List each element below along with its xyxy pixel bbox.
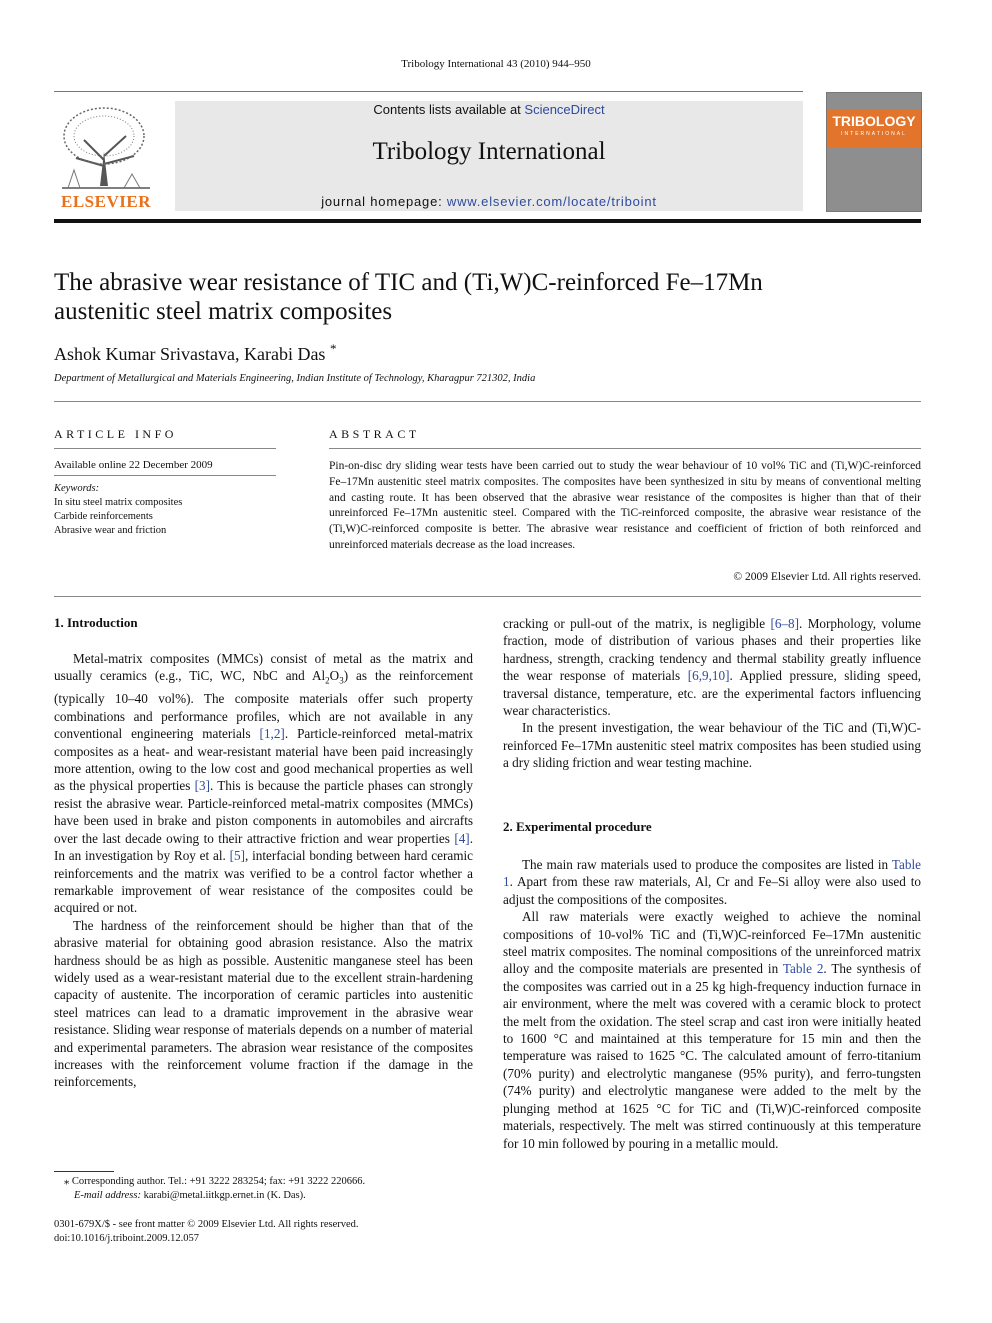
intro-paragraph: The hardness of the reinforcement should be higher than that of the abrasive material for obtaining good abrasion resistance. Also the matrix hardness should be as high as possible. Austenitic manganese steel has been widely used as a wear-resistant material due to the excellent strain-hardening capacity of austenite. The incorporation of ceramic particles into austenitic steel matrices can lead to a dramatic improvement in the abrasive wear resistance. Sliding wear response of materials depends on a number of material and experimental parameters. The abrasion wear resistance of the composites increases with the reinforcement volume fraction if the damage in the reinforcements,	[54, 917, 473, 1090]
cover-subtitle: INTERNATIONAL	[841, 131, 907, 137]
abstract-heading: ABSTRACT	[329, 427, 420, 441]
citation-link[interactable]: [1,2]	[259, 726, 285, 742]
issn-block	[54, 1218, 359, 1246]
sciencedirect-link[interactable]: ScienceDirect	[524, 102, 605, 117]
issn-line: 0301-679X/$ - see front matter © 2009 Elsevier Ltd. All rights reserved.	[54, 1219, 359, 1230]
email-note: E-mail address: karabi@metal.iitkgp.ernet.in (K. Das).	[74, 1190, 306, 1201]
available-online: Available online 22 December 2009	[54, 459, 213, 471]
email-address[interactable]: karabi@metal.iitkgp.ernet.in (K. Das).	[140, 1190, 306, 1201]
corresponding-mark[interactable]: *	[329, 341, 337, 356]
elsevier-wordmark: ELSEVIER	[61, 192, 151, 211]
article-info-heading: ARTICLE INFO	[54, 427, 177, 441]
keyword-item: Carbide reinforcements	[54, 511, 153, 522]
keywords-label: Keywords:	[54, 483, 100, 494]
keyword-list	[54, 496, 182, 538]
table-link[interactable]: Table 1	[503, 857, 921, 890]
title-line-2: austenitic steel matrix composites	[54, 298, 393, 325]
journal-title: Tribology International	[372, 138, 606, 165]
journal-cover	[826, 92, 922, 212]
corresponding-author-note: ⁎ Corresponding author. Tel.: +91 3222 283254; fax: +91 3222 220666.	[64, 1176, 366, 1187]
keyword-item: Abrasive wear and friction	[54, 525, 167, 536]
intro-paragraph: In the present investigation, the wear behaviour of the TiC and (Ti,W)C-reinforced Fe–17Mn austenitic steel matrix composites has been studied using a dry sliding friction and wear testing machine.	[503, 720, 921, 771]
footnote	[54, 1175, 473, 1203]
abstract-heading-rule	[329, 448, 921, 449]
homepage-prefix: journal homepage:	[321, 194, 447, 209]
abstract-rule	[54, 596, 921, 597]
citation-link[interactable]: [4]	[454, 830, 470, 846]
header-rule	[54, 91, 803, 92]
info-heading-rule	[54, 448, 276, 449]
citation-link[interactable]: [6,9,10]	[687, 668, 730, 684]
article-title	[54, 268, 894, 326]
keyword-item: In situ steel matrix composites	[54, 497, 183, 508]
affiliation: Department of Metallurgical and Materials Engineering, Indian Institute of Technology, Kharagpur 721302, India	[54, 373, 536, 384]
contents-prefix: Contents lists available at	[373, 102, 525, 117]
author-names: Ashok Kumar Srivastava, Karabi Das	[54, 344, 326, 364]
cover-title: TRIBOLOGY	[832, 113, 916, 129]
experimental-paragraph: The main raw materials used to produce the composites are listed in Table 1. Apart from these raw materials, Al, Cr and Fe–Si alloy were also used to adjust the compositions of the composites.	[503, 857, 921, 907]
info-rule	[54, 401, 921, 402]
homepage-link[interactable]: www.elsevier.com/locate/triboint	[446, 194, 657, 209]
right-column-top	[503, 615, 921, 772]
available-rule	[54, 475, 276, 476]
right-column-bottom	[503, 856, 921, 1152]
authors	[54, 341, 336, 365]
experimental-heading: 2. Experimental procedure	[503, 819, 652, 834]
intro-paragraph: Metal-matrix composites (MMCs) consist of metal as the matrix and usually ceramics (e.g., TiC, WC, NbC and $Al_2O_3$) as the reinforcement (typically 10–40 vol%). The composite materials offer such property combinations and performance profiles, which are not available in any conventional engineering materials [1,2]. Particle-reinforced metal-matrix composites as a heat- and wear-resistant material have been paid increasingly more attention, owing to the low cost and good mechanical properties as well as the physical properties [3]. This is because the particle phases can strongly resist the abrasive wear. Particle-reinforced metal-matrix composites (MMCs) have been used in brake and piston components in automobiles and aircrafts over the last decade owing to their attractive friction and wear properties [4]. In an investigation by Roy et al. [5], interfacial bonding between hard ceramic reinforcements and the matrix was verified to be a control factor whether a remarkable improvement of wear resistance of the composites could be acquired or not.	[54, 651, 474, 916]
experimental-paragraph: All raw materials were exactly weighed to achieve the nominal compositions of 10-vol% TiC and (Ti,W)C-reinforced Fe–17Mn austenitic steel matrix composites. The nominal compositions of the unreinforced matrix alloy and the composite materials are presented in Table 2. The synthesis of the composites was carried out in a 25 kg high-frequency induction furnace in air environment, where the melt was covered with a ceramic block to protect the melt from the oxidation. The steel scrap and cast iron were initially heated to 1600 °C and maintained at this temperature for 15 min and then the temperature was raised to 1625 °C. The calculated amount of ferro-titanium (70% purity) and electrolytic manganese (95% purity), and ferro-tungsten (74% purity) and electrolytic manganese were added to the melt by the plunging method at 1625 °C for TiC and (Ti,W)C-reinforced composite materials, respectively. The melt was stirred continuously at this temperature for 10 min followed by pouring in a metallic mould.	[503, 909, 921, 1151]
homepage-line	[175, 194, 803, 209]
table-link[interactable]: Table 2	[782, 961, 824, 977]
header-thick-rule	[54, 219, 921, 223]
intro-paragraph: cracking or pull-out of the matrix, is negligible [6–8]. Morphology, volume fraction, mode of distribution of various phases and their properties like hardness, strength, cracking tendency and thermal stability greatly influence the wear response of materials [6,9,10]. Applied pressure, sliding speed, traversal distance, temperature, etc. are the experimental factors influencing wear characteristics.	[503, 616, 921, 719]
footnote-rule	[54, 1171, 114, 1172]
citation-link[interactable]: [5]	[229, 848, 245, 864]
title-line-1: The abrasive wear resistance of TIC and (Ti,W)C-reinforced Fe–17Mn	[54, 269, 763, 296]
journal-reference: Tribology International 43 (2010) 944–950	[401, 58, 591, 70]
doi-line[interactable]: doi:10.1016/j.triboint.2009.12.057	[54, 1233, 199, 1244]
abstract-copyright: © 2009 Elsevier Ltd. All rights reserved.	[733, 571, 921, 583]
citation-link[interactable]: [6–8]	[770, 616, 800, 631]
abstract-text: Pin-on-disc dry sliding wear tests have been carried out to study the wear behaviour of 10 vol% TiC and (Ti,W)C-reinforced Fe–17Mn austenitic steel matrix composites. The composites have been synthesized in situ by means of conventional melting and casting route. It has been observed that the abrasive wear resistance of the composites is higher than that of their unreinforced Fe–17Mn austenitic steel. Compared with the TiC-reinforced composite, the abrasive wear resistance of the (Ti,W)C-reinforced composite is better. The abrasive wear resistance and coefficient of friction of both reinforced and unreinforced materials decrease as the load increases.	[329, 460, 921, 551]
citation-link[interactable]: [3]	[194, 778, 210, 794]
left-column	[54, 650, 473, 1091]
contents-line	[175, 102, 803, 117]
intro-heading: 1. Introduction	[54, 615, 138, 630]
